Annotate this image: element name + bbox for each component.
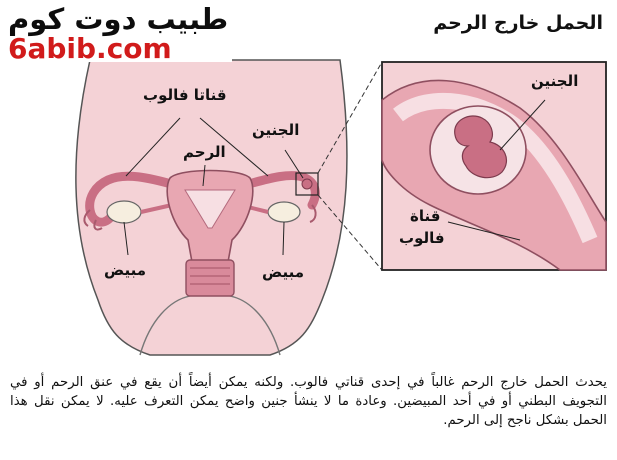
label-ovary-right: مبيض [262, 263, 304, 281]
label-zoom-embryo: الجنين [531, 72, 579, 90]
label-uterus: الرحم [183, 143, 226, 161]
ovary-left [107, 201, 141, 223]
label-zoom-tube-line1: قناة [410, 207, 441, 225]
label-zoom-tube-line2: فالوب [399, 229, 445, 247]
site-logo[interactable] [0, 0, 232, 65]
logo-url-text: 6abib.com [8, 32, 172, 65]
vagina [186, 260, 234, 296]
ectopic-embryo [302, 179, 312, 189]
caption-text: يحدث الحمل خارج الرحم غالباً في إحدى قناتي فالوب. ولكنه يمكن أيضاً أن يقع في عنق الرحم أو في التجويف البطني أو في أحد المبيضين. وعادة ما لا ينشأ جنين واضح يمكن التعرف عليه. لا يمكن نقل هذا الحمل بشكل ناجح إلى الرحم. [10, 375, 607, 428]
label-ovary-left: مبيض [104, 261, 146, 279]
page-title: الحمل خارج الرحم [433, 12, 603, 34]
logo-arabic-text: طبيب دوت كوم [8, 2, 229, 36]
label-fallopian-tubes: قناتا فالوب [143, 86, 227, 104]
ovary-right [268, 202, 300, 222]
label-embryo: الجنين [252, 121, 300, 139]
